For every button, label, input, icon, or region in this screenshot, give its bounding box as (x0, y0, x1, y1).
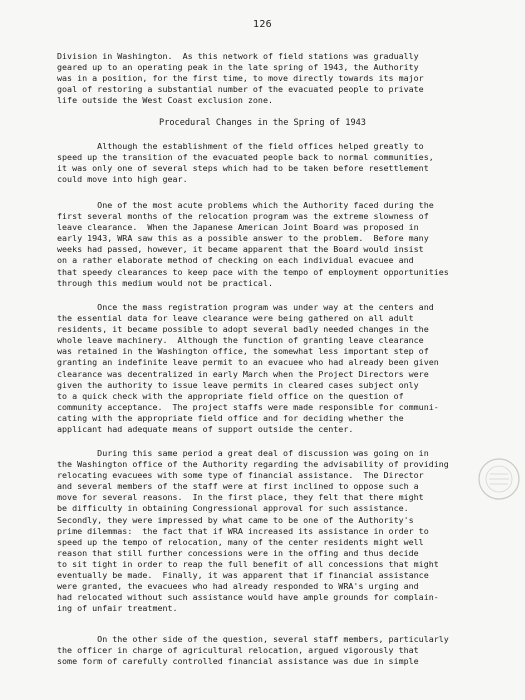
text-line: the officer in charge of agricultural relocation, argued vigorously that (57, 645, 419, 656)
paragraph-4 (57, 302, 497, 435)
text-line: weeks had passed, however, it became apparent that the Board would insist (57, 244, 424, 255)
text-line: prime dilemmas: the fact that if WRA increased its assistance in order to (57, 525, 429, 536)
text-line: ing of unfair treatment. (57, 603, 178, 614)
text-line: the Washington office of the Authority regarding the advisability of providing (57, 459, 449, 470)
text-line: speed up the transition of the evacuated people back to normal communities, (57, 152, 434, 163)
paragraph-2 (57, 141, 497, 185)
page-number: 126 (253, 19, 272, 30)
text-line: Division in Washington. As this network of field stations was gradually (57, 51, 419, 61)
text-line: that speedy clearances to keep pace with the tempo of employment opportunities (57, 266, 449, 277)
text-line: cating with the appropriate field office and for deciding whether the (57, 412, 404, 423)
text-line: geared up to an operating peak in the late spring of 1943, the Authority (57, 62, 419, 73)
text-line: community acceptance. The project staffs were made responsible for communi- (57, 401, 439, 412)
text-line: residents, it became possible to adopt several badly needed changes in the (57, 324, 429, 335)
text-line: life outside the West Coast exclusion zone. (57, 95, 274, 106)
text-line: Secondly, they were impressed by what came to be one of the Authority's (57, 514, 414, 525)
text-line: goal of restoring a substantial number of the evacuated people to private (57, 84, 424, 95)
text-line: granting an indefinite leave permit to an evacuee who had already been given (57, 357, 439, 368)
text-line: reason that still further concessions were in the offing and thus decide (57, 547, 419, 558)
text-line: was retained in the Washington office, the somewhat less important step of (57, 346, 429, 357)
paragraph-5 (57, 448, 497, 614)
text-line: given the authority to issue leave permits in cleared cases subject only (57, 379, 419, 390)
paragraph-3 (57, 200, 497, 289)
text-line: be difficulty in obtaining Congressional approval for such assistance. (57, 503, 409, 514)
text-line: to a quick check with the appropriate field office on the question of (57, 390, 404, 401)
text-line: One of the most acute problems which the Authority faced during the (57, 200, 434, 210)
text-line: speed up the tempo of relocation, many of the center residents might well (57, 536, 424, 547)
text-line: During this same period a great deal of discussion was going on in (57, 448, 429, 458)
paragraph-1 (57, 51, 497, 106)
text-line: it was only one of several steps which had to be taken before resettlement (57, 163, 429, 174)
text-line: move for several reasons. In the first place, they felt that there might (57, 492, 424, 503)
text-line: the essential data for leave clearance were being gathered on all adult (57, 313, 414, 324)
text-line: early 1943, WRA saw this as a possible answer to the problem. Before many (57, 233, 429, 244)
text-line: Once the mass registration program was under way at the centers and (57, 302, 434, 312)
text-line: could move into high gear. (57, 174, 188, 185)
text-line: was in a position, for the first time, to move directly towards its major (57, 73, 424, 84)
text-line: On the other side of the question, several staff members, particularly (57, 634, 449, 644)
text-line: had relocated without such assistance would have ample grounds for complain- (57, 592, 439, 603)
text-line: Although the establishment of the field offices helped greatly to (57, 141, 424, 151)
text-line: relocating evacuees with some type of financial assistance. The Director (57, 470, 424, 481)
text-line: were granted, the evacuees who had already responded to WRA's urging and (57, 581, 419, 592)
text-line: applicant had adequate means of support outside the center. (57, 424, 354, 435)
archive-stamp-icon (476, 456, 522, 502)
text-line: to sit tight in order to reap the full benefit of all concessions that might (57, 558, 439, 569)
text-line: first several months of the relocation program was the extreme slowness of (57, 211, 429, 222)
text-line: whole leave machinery. Although the function of granting leave clearance (57, 335, 424, 346)
text-line: through this medium would not be practical. (57, 277, 274, 288)
section-heading: Procedural Changes in the Spring of 1943 (159, 118, 366, 128)
text-line: and several members of the staff were at first inclined to oppose such a (57, 481, 419, 492)
text-line: some form of carefully controlled financial assistance was due in simple (57, 656, 419, 667)
paragraph-6 (57, 634, 497, 667)
text-line: eventually be made. Finally, it was apparent that if financial assistance (57, 570, 429, 581)
text-line: clearance was decentralized in early March when the Project Directors were (57, 368, 429, 379)
text-line: leave clearance. When the Japanese American Joint Board was proposed in (57, 222, 419, 233)
text-line: on a rather elaborate method of checking on each individual evacuee and (57, 255, 414, 266)
